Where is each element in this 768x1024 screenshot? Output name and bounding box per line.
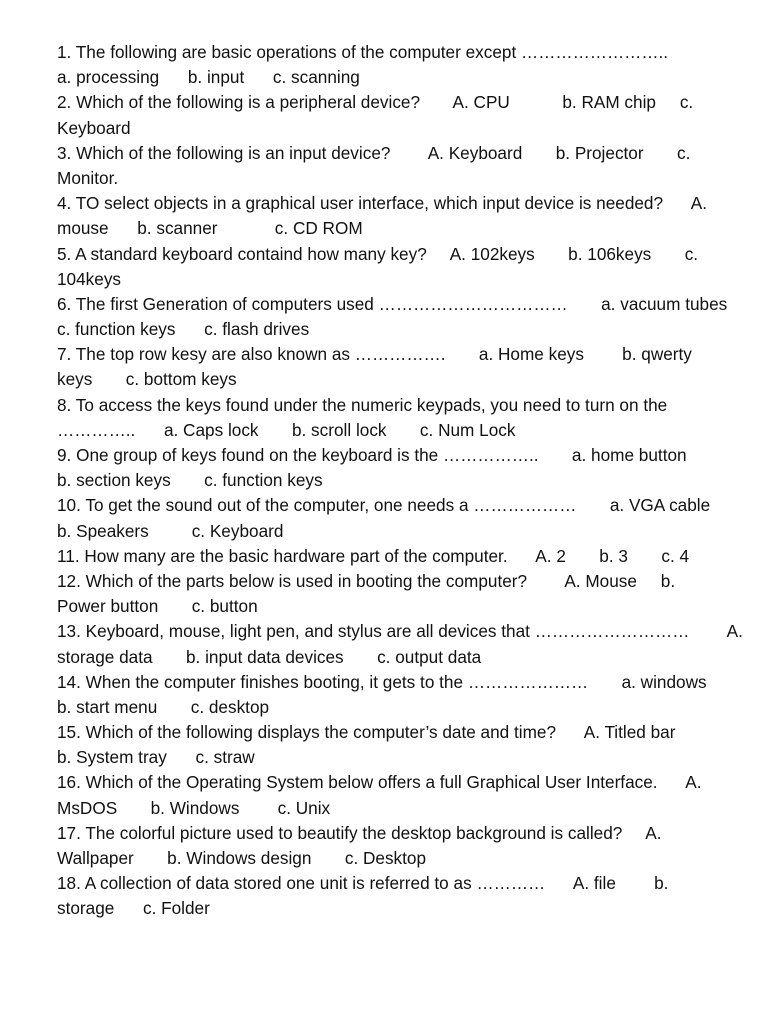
text-line: b. System tray c. straw [57, 747, 255, 768]
text-line: a. processing b. input c. scanning [57, 67, 360, 88]
text-line: keys c. bottom keys [57, 369, 237, 390]
text-line: 4. TO select objects in a graphical user interface, which input device is needed? A. [57, 193, 707, 214]
text-line: 7. The top row kesy are also known as ……………. a. Home keys b. qwerty [57, 344, 692, 365]
text-line: 10. To get the sound out of the computer, one needs a ……………… a. VGA cable [57, 495, 711, 516]
text-line: mouse b. scanner c. CD ROM [57, 218, 363, 239]
text-line: Monitor. [57, 167, 119, 188]
text-line: 2. Which of the following is a peripheral device? A. CPU b. RAM chip c. [57, 92, 694, 113]
text-line: b. section keys c. function keys [57, 470, 323, 491]
text-line: 11. How many are the basic hardware part of the computer. A. 2 b. 3 c. 4 [57, 545, 690, 566]
text-line: 104keys [57, 268, 122, 289]
text-line: 9. One group of keys found on the keyboard is the …………….. a. home button [57, 445, 687, 465]
text-line: 8. To access the keys found under the numeric keypads, you need to turn on the [57, 394, 668, 415]
text-line: b. Speakers c. Keyboard [57, 520, 284, 541]
text-line: Power button c. button [57, 596, 258, 617]
text-line: ………….. a. Caps lock b. scroll lock c. Num Lock [57, 419, 516, 440]
text-line: 13. Keyboard, mouse, light pen, and stylus are all devices that ……………………… A. [57, 621, 743, 642]
text-line: 15. Which of the following displays the computer’s date and time? A. Titled bar [57, 722, 676, 743]
text-line: storage data b. input data devices c. output data [57, 646, 482, 667]
quiz-document [57, 40, 747, 922]
text-line: 17. The colorful picture used to beautify the desktop background is called? A. [57, 822, 662, 843]
text-line: 12. Which of the parts below is used in booting the computer? A. Mouse b. [57, 570, 676, 591]
text-line: storage c. Folder [57, 898, 210, 919]
text-line: Wallpaper b. Windows design c. Desktop [57, 848, 427, 868]
text-line: MsDOS b. Windows c. Unix [57, 797, 331, 818]
text-line: c. function keys c. flash drives [57, 319, 310, 340]
text-line: 6. The first Generation of computers used …………………………… a. vacuum tubes [57, 293, 728, 314]
text-line: 5. A standard keyboard containd how many key? A. 102keys b. 106keys c. [57, 243, 699, 264]
text-line: 1. The following are basic operations of the computer except …………………….. [57, 42, 669, 62]
text-line: 3. Which of the following is an input device? A. Keyboard b. Projector c. [57, 142, 691, 163]
text-line: 16. Which of the Operating System below offers a full Graphical User Interface. A. [57, 772, 702, 793]
text-line: Keyboard [57, 117, 131, 138]
text-line: b. start menu c. desktop [57, 696, 270, 717]
text-line: 18. A collection of data stored one unit is referred to as ………… A. file b. [57, 873, 669, 894]
text-line: 14. When the computer finishes booting, it gets to the ………………… a. windows [57, 671, 707, 692]
